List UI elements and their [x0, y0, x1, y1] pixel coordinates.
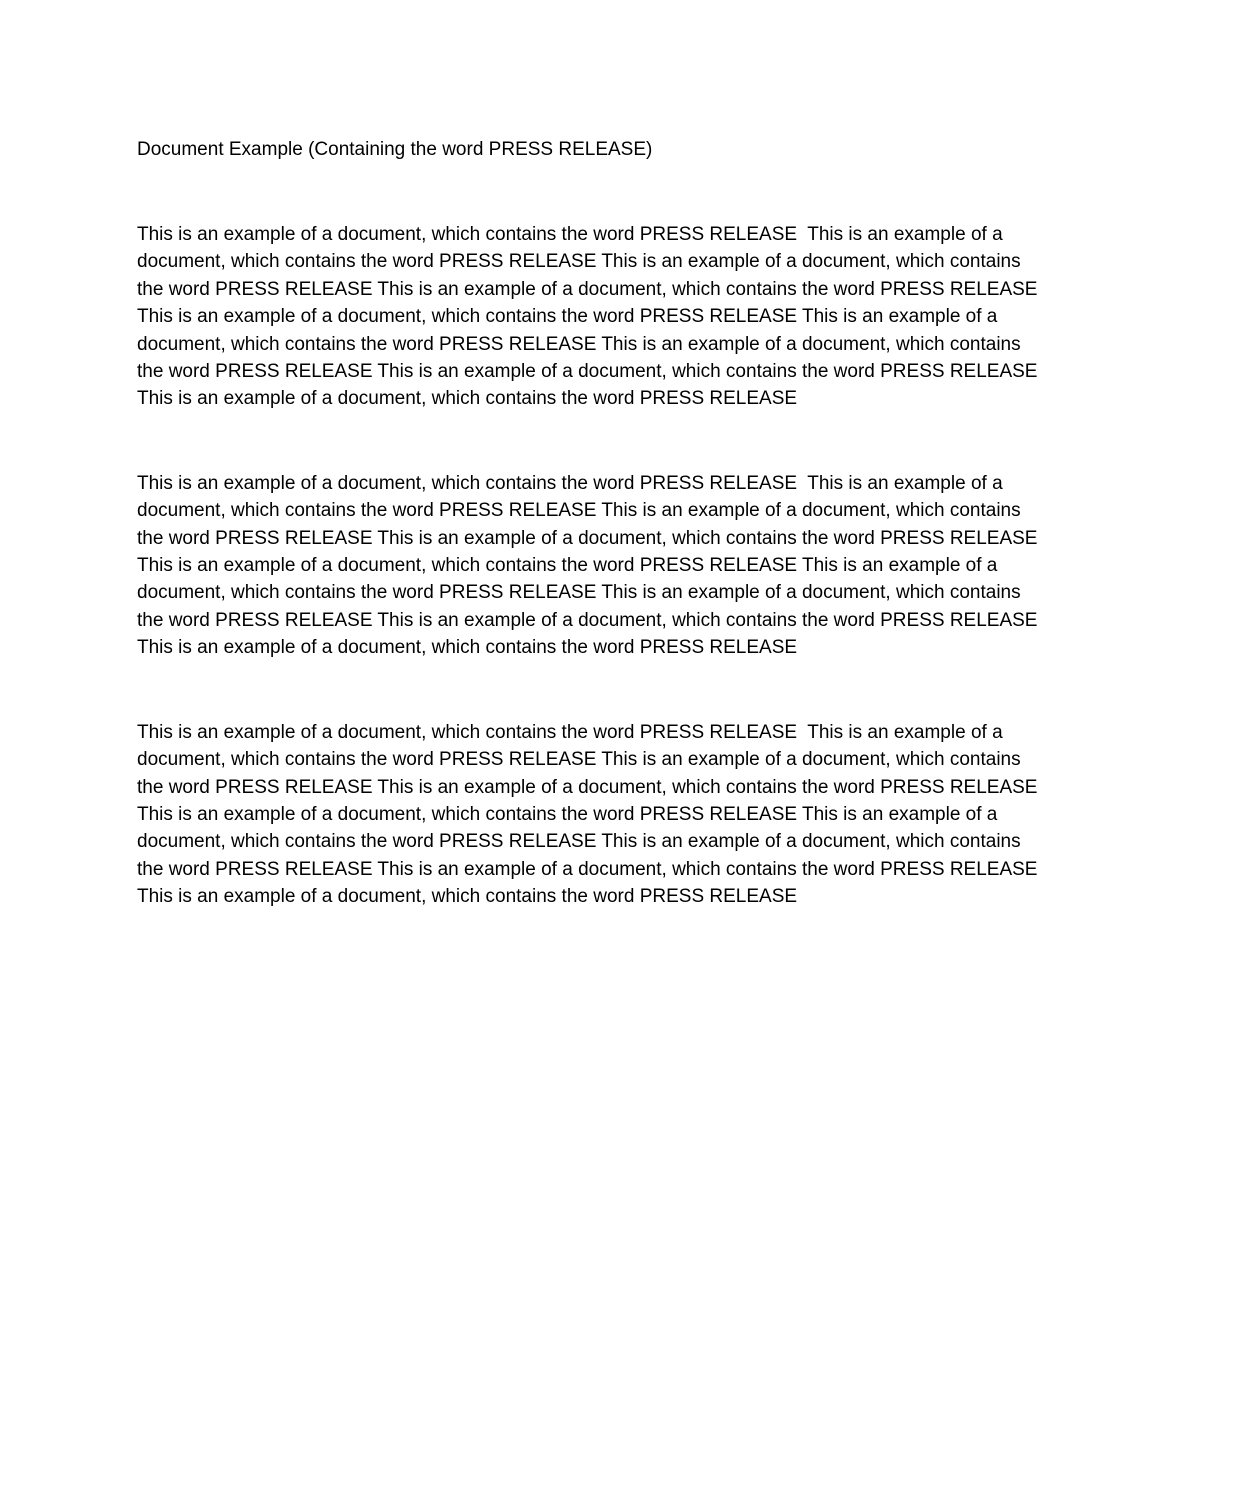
paragraph-line: document, which contains the word PRESS RELEASE This is an example of a document, which contains [137, 831, 1021, 853]
paragraph-line: This is an example of a document, which contains the word PRESS RELEASE [137, 637, 798, 659]
paragraph-line: the word PRESS RELEASE This is an example of a document, which contains the word PRESS RELEASE [137, 527, 1038, 549]
paragraph-line: the word PRESS RELEASE This is an example of a document, which contains the word PRESS RELEASE [137, 609, 1038, 631]
paragraph-line: This is an example of a document, which contains the word PRESS RELEASE This is an example of a [137, 803, 998, 825]
paragraph-line: document, which contains the word PRESS RELEASE This is an example of a document, which contains [137, 582, 1021, 604]
paragraph-line: This is an example of a document, which contains the word PRESS RELEASE This is an example of a [137, 721, 1003, 743]
paragraph-line: This is an example of a document, which contains the word PRESS RELEASE This is an example of a [137, 224, 1003, 245]
paragraph-line: document, which contains the word PRESS RELEASE This is an example of a document, which contains [137, 251, 1021, 273]
paragraph-line: the word PRESS RELEASE This is an example of a document, which contains the word PRESS RELEASE [137, 278, 1038, 300]
document-body [137, 136, 1037, 911]
paragraph-line: document, which contains the word PRESS RELEASE This is an example of a document, which contains [137, 749, 1021, 771]
paragraph-line: This is an example of a document, which contains the word PRESS RELEASE This is an example of a [137, 472, 1003, 494]
paragraph-line: the word PRESS RELEASE This is an example of a document, which contains the word PRESS RELEASE [137, 776, 1038, 798]
paragraph-line: document, which contains the word PRESS RELEASE This is an example of a document, which contains [137, 500, 1021, 522]
paragraph-line: This is an example of a document, which contains the word PRESS RELEASE [137, 388, 798, 410]
paragraph-line: the word PRESS RELEASE This is an example of a document, which contains the word PRESS RELEASE [137, 361, 1038, 383]
paragraph-3 [137, 719, 1037, 911]
paragraph-line: This is an example of a document, which contains the word PRESS RELEASE This is an example of a [137, 555, 998, 577]
document-title: Document Example (Containing the word PRESS RELEASE) [137, 139, 653, 160]
paragraph-line: This is an example of a document, which contains the word PRESS RELEASE This is an example of a [137, 306, 998, 328]
paragraph-2 [137, 470, 1037, 662]
paragraph-line: document, which contains the word PRESS RELEASE This is an example of a document, which contains [137, 333, 1021, 355]
paragraph-line: This is an example of a document, which contains the word PRESS RELEASE [137, 886, 798, 908]
paragraph-1 [137, 221, 1037, 413]
paragraph-line: the word PRESS RELEASE This is an example of a document, which contains the word PRESS RELEASE [137, 858, 1038, 880]
